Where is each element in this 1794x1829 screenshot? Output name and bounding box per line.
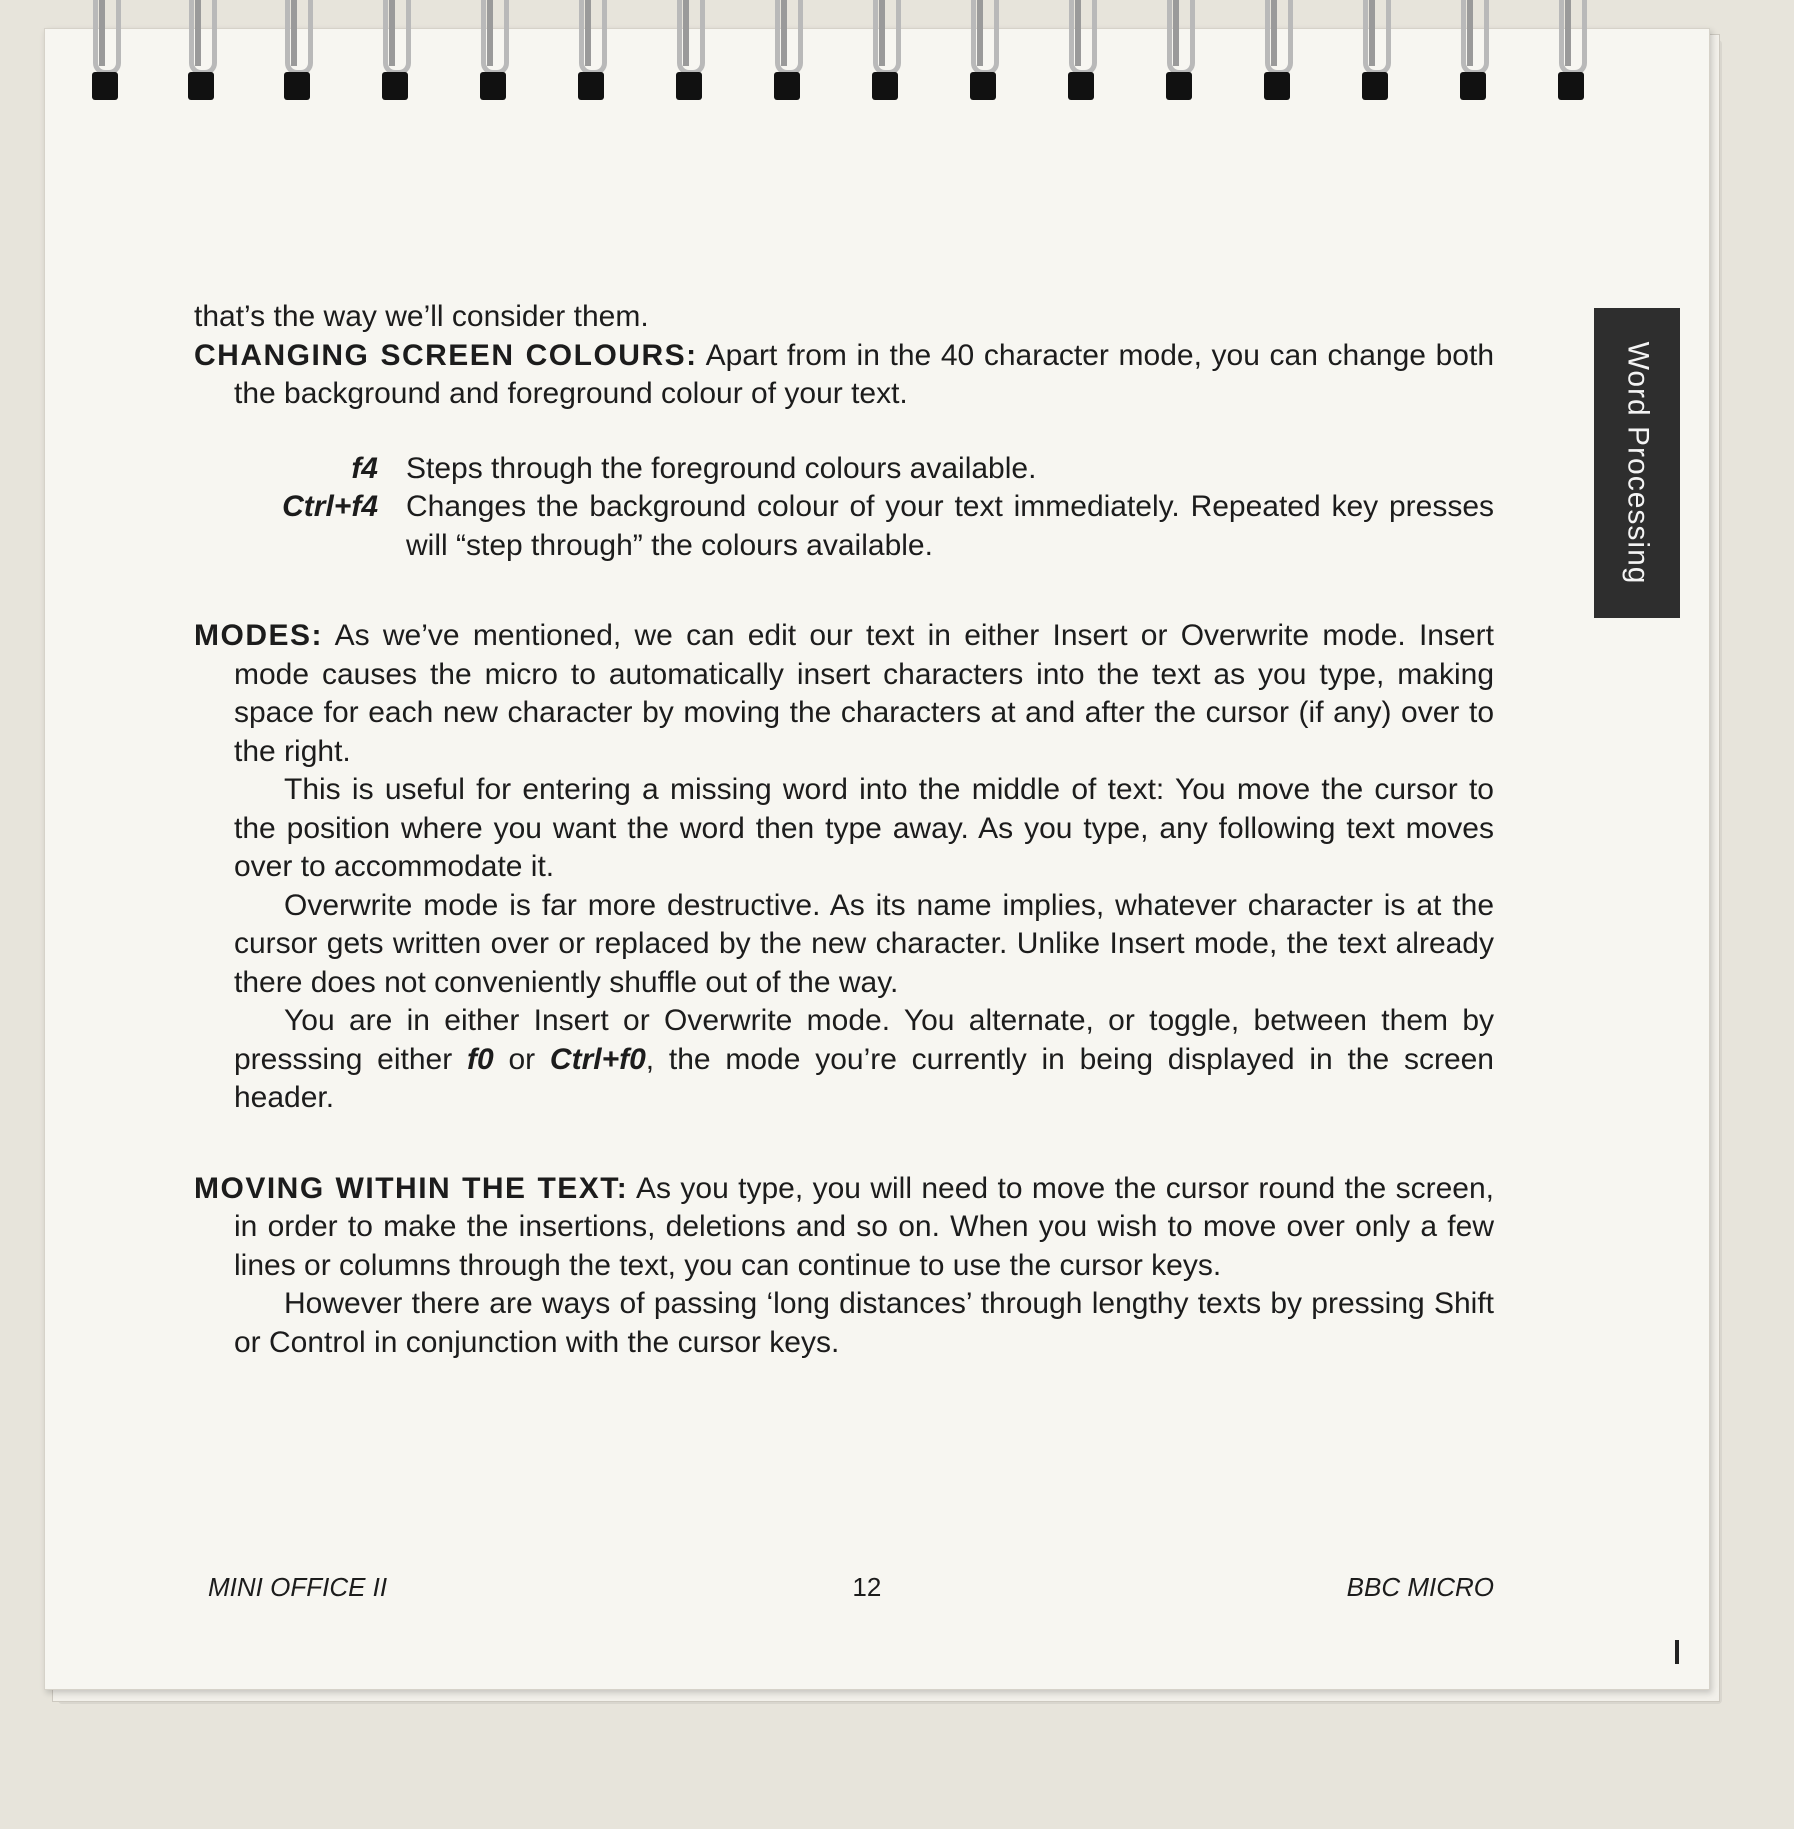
modes-p4-or: or <box>493 1042 550 1076</box>
spiral-ring <box>380 0 406 100</box>
colours-paragraph <box>194 337 1494 414</box>
modes-p4-text-b: , the mode you’re currently in being displayed in the screen header. <box>234 1042 1494 1114</box>
modes-heading: MODES: <box>194 619 323 652</box>
key-ctrl-f0: Ctrl+f0 <box>549 1042 646 1076</box>
section-tab-label: Word Processing <box>1621 341 1654 585</box>
intro-line: that’s the way we’ll consider them. <box>194 300 649 333</box>
spacer <box>194 1118 1494 1170</box>
key-name: Ctrl+f4 <box>282 490 378 523</box>
modes-text: As we’ve mentioned, we can edit our text in either Insert or Overwrite mode. Insert mode causes the micro to automatically insert characters into the text as you type, making space for each new character by moving the characters at and after the cursor (if any) over to the right. <box>234 619 1494 768</box>
footer-platform: BBC MICRO <box>1346 1572 1494 1602</box>
moving-heading: MOVING WITHIN THE TEXT: <box>194 1171 629 1205</box>
key-row <box>194 450 1494 489</box>
spiral-ring <box>870 0 896 100</box>
spiral-ring <box>90 0 116 100</box>
page-number: 12 <box>852 1572 882 1602</box>
key-description: Changes the background colour of your text immediately. Repeated key presses will “step through” the colours available. <box>406 490 1494 562</box>
modes-p4-text-a: You are in either Insert or Overwrite mode. You alternate, or toggle, between them by presssing either <box>234 1004 1494 1076</box>
colours-heading: CHANGING SCREEN COLOURS: <box>194 338 698 372</box>
spiral-ring <box>1556 0 1582 100</box>
modes-paragraph-3: Overwrite mode is far more destructive. As its name implies, whatever character is at the cursor gets written over or replaced by the new character. Unlike Insert mode, the text already there does not conveniently shuffle out of the way. <box>234 888 1494 999</box>
spiral-ring <box>186 0 212 100</box>
modes-paragraph-2: This is useful for entering a missing word into the middle of text: You move the cursor to the position where you want the word then type away. As you type, any following text moves over to accommodate it. <box>234 773 1494 883</box>
colours-text: Apart from in the 40 character mode, you can change both the background and foreground colour of your text. <box>234 338 1495 410</box>
spiral-ring <box>772 0 798 100</box>
page-content <box>194 298 1494 1362</box>
spiral-ring <box>1262 0 1288 100</box>
spiral-ring <box>1458 0 1484 100</box>
page-footer <box>208 1572 1494 1603</box>
spiral-ring <box>674 0 700 100</box>
spiral-ring <box>576 0 602 100</box>
footer-title: MINI OFFICE II <box>208 1572 388 1602</box>
moving-paragraph-2: However there are ways of passing ‘long distances’ through lengthy texts by pressing Shift or Control in conjunction with the cursor keys. <box>234 1287 1494 1359</box>
key-description: Steps through the foreground colours available. <box>406 451 1037 485</box>
moving-paragraph <box>194 1170 1494 1286</box>
spiral-ring <box>968 0 994 100</box>
key-name: f4 <box>351 451 378 485</box>
spiral-ring <box>1360 0 1386 100</box>
spacer <box>194 565 1494 617</box>
key-row <box>194 488 1494 565</box>
spiral-ring <box>282 0 308 100</box>
key-f0: f0 <box>467 1042 494 1076</box>
section-tab <box>1594 308 1680 618</box>
spiral-ring <box>1164 0 1190 100</box>
spiral-binding <box>0 0 1794 110</box>
key-list <box>194 450 1494 566</box>
spiral-ring <box>1066 0 1092 100</box>
edge-mark <box>1675 1640 1679 1664</box>
modes-paragraph-4 <box>194 1002 1494 1118</box>
spiral-ring <box>478 0 504 100</box>
moving-text: As you type, you will need to move the cursor round the screen, in order to make the insertions, deletions and so on. When you wish to move over only a few lines or columns through the text, you can continue to use the cursor keys. <box>234 1171 1494 1282</box>
modes-paragraph <box>194 617 1494 771</box>
